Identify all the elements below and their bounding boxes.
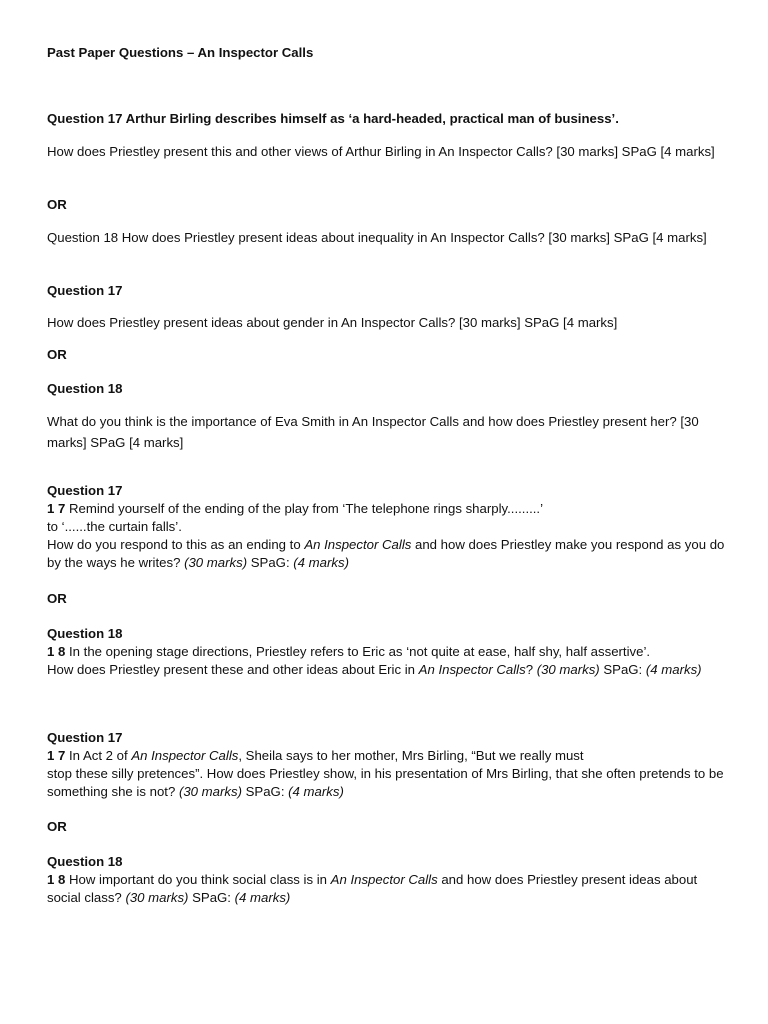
- spag-marks: (4 marks): [234, 890, 291, 905]
- play-title: An Inspector Calls: [418, 662, 526, 677]
- question-number: 1 7: [47, 501, 66, 516]
- set2-question-18-heading: Question 18: [47, 381, 123, 396]
- set3-question-18-line2: How does Priestley present these and other ideas about Eric in An Inspector Calls? (30 marks) SPaG: (4 marks): [47, 662, 702, 677]
- set2-question-17-heading: Question 17: [47, 283, 123, 298]
- spag-marks: (4 marks): [288, 784, 344, 799]
- set4-question-17: [47, 729, 727, 801]
- marks: (30 marks): [536, 662, 600, 677]
- play-title: An Inspector Calls: [131, 748, 239, 763]
- set1-question-17-body: How does Priestley present this and other views of Arthur Birling in An Inspector Calls? [30 marks] SPaG [4 marks]: [47, 144, 715, 159]
- set3-or: OR: [47, 591, 67, 606]
- set4-question-17-line1: 1 7 In Act 2 of An Inspector Calls, Sheila says to her mother, Mrs Birling, “But we really must: [47, 748, 584, 763]
- set1-question-18-body: Question 18 How does Priestley present ideas about inequality in An Inspector Calls? [30 marks] SPaG [4 marks]: [47, 230, 707, 245]
- set4-or: OR: [47, 819, 67, 834]
- play-title: An Inspector Calls: [304, 537, 412, 552]
- question-number: 1 8: [47, 872, 66, 887]
- set2-question-18-body: What do you think is the importance of Eva Smith in An Inspector Calls and how does Priestley present her? [30 marks] SPaG [4 marks]: [47, 414, 699, 450]
- question-number: 1 8: [47, 644, 66, 659]
- set3-question-17-heading: Question 17: [47, 483, 123, 498]
- question-number: 1 7: [47, 748, 66, 763]
- set2-or: OR: [47, 347, 67, 362]
- set4-question-18-heading: Question 18: [47, 854, 123, 869]
- play-title: An Inspector Calls: [330, 872, 438, 887]
- page-title: Past Paper Questions – An Inspector Calls: [47, 45, 314, 60]
- set3-question-17: [47, 482, 727, 572]
- set4-question-17-line2: stop these silly pretences”. How does Priestley show, in his presentation of Mrs Birling, that she often pretends to be something she is not? (30 marks) SPaG: (4 marks): [47, 766, 724, 799]
- set1-question-17-title: Question 17 Arthur Birling describes himself as ‘a hard-headed, practical man of business’.: [47, 111, 619, 126]
- set3-question-18: [47, 625, 727, 679]
- marks: (30 marks): [184, 555, 248, 570]
- marks: (30 marks): [178, 784, 242, 799]
- set2-question-17-body: How does Priestley present ideas about gender in An Inspector Calls? [30 marks] SPaG [4 marks]: [47, 315, 618, 330]
- set4-question-17-heading: Question 17: [47, 730, 123, 745]
- marks: (30 marks): [125, 890, 189, 905]
- spag-marks: (4 marks): [645, 662, 702, 677]
- spag-marks: (4 marks): [293, 555, 349, 570]
- set3-question-18-line1: 1 8 In the opening stage directions, Priestley refers to Eric as ‘not quite at ease, half shy, half assertive’.: [47, 644, 651, 659]
- set3-question-17-line3: How do you respond to this as an ending to An Inspector Calls and how does Priestley make you respond as you do by the ways he writes? (30 marks) SPaG: (4 marks): [47, 537, 725, 570]
- set3-question-17-line2: to ‘......the curtain falls’.: [47, 519, 182, 534]
- set3-question-17-line1: 1 7 Remind yourself of the ending of the play from ‘The telephone rings sharply.........’: [47, 501, 544, 516]
- set4-question-18-line1: 1 8 How important do you think social class is in An Inspector Calls and how does Priestley present ideas about social class? (30 marks) SPaG: (4 marks): [47, 872, 698, 905]
- set1-or: OR: [47, 197, 67, 212]
- set4-question-18: [47, 853, 727, 907]
- set3-question-18-heading: Question 18: [47, 626, 123, 641]
